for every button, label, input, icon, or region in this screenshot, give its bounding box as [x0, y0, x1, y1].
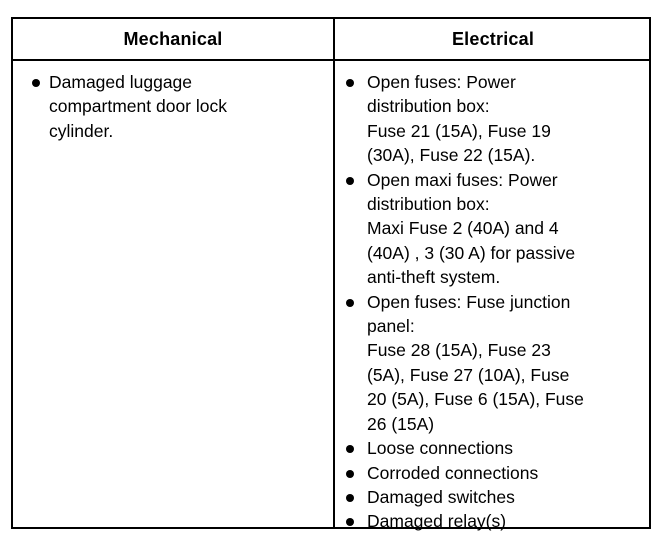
item-line: Maxi Fuse 2 (40A) and 4 — [367, 218, 559, 239]
electrical-cell — [335, 61, 651, 534]
list-item — [335, 70, 651, 168]
item-line: panel: — [367, 316, 415, 337]
item-line: Open maxi fuses: Power — [367, 169, 558, 190]
item-line: cylinder. — [49, 120, 114, 141]
bullet-icon — [346, 299, 354, 307]
item-line: (30A), Fuse 22 (15A). — [367, 145, 536, 166]
item-line: Loose connections — [367, 438, 513, 459]
list-item — [13, 70, 333, 143]
item-line: compartment door lock — [49, 96, 227, 117]
item-line: (40A) , 3 (30 A) for passive — [367, 242, 576, 263]
item-line: Fuse 28 (15A), Fuse 23 — [367, 340, 551, 361]
item-line: (5A), Fuse 27 (10A), Fuse — [367, 364, 570, 385]
diagnosis-table — [11, 17, 651, 532]
table-header-row — [13, 19, 649, 61]
list-item — [335, 461, 651, 485]
bullet-icon — [346, 445, 354, 453]
list-item — [335, 168, 651, 290]
item-line: Open fuses: Fuse junction — [367, 291, 571, 312]
item-line: Corroded connections — [367, 462, 539, 483]
list-item — [335, 290, 651, 436]
item-line: distribution box: — [367, 194, 490, 215]
item-line: 20 (5A), Fuse 6 (15A), Fuse — [367, 389, 584, 410]
item-line: distribution box: — [367, 96, 490, 117]
list-item — [335, 436, 651, 460]
bullet-icon — [346, 518, 354, 526]
electrical-list — [335, 61, 651, 534]
list-item — [335, 509, 651, 533]
item-line: 26 (15A) — [367, 413, 435, 434]
mechanical-list — [13, 61, 333, 143]
item-line: Damaged switches — [367, 486, 515, 507]
item-line: anti-theft system. — [367, 267, 501, 288]
item-line: Open fuses: Power — [367, 72, 516, 92]
bullet-icon — [346, 177, 354, 185]
item-line: Fuse 21 (15A), Fuse 19 — [367, 120, 551, 141]
mechanical-header: Mechanical — [123, 29, 223, 49]
bullet-icon — [346, 79, 354, 87]
item-line: Damaged relay(s) — [367, 511, 507, 532]
bullet-icon — [346, 470, 354, 478]
list-item — [335, 485, 651, 509]
bullet-icon — [32, 79, 40, 87]
electrical-header: Electrical — [451, 29, 535, 49]
item-line: Damaged luggage — [49, 72, 193, 92]
mechanical-cell — [13, 61, 333, 143]
bullet-icon — [346, 494, 354, 502]
